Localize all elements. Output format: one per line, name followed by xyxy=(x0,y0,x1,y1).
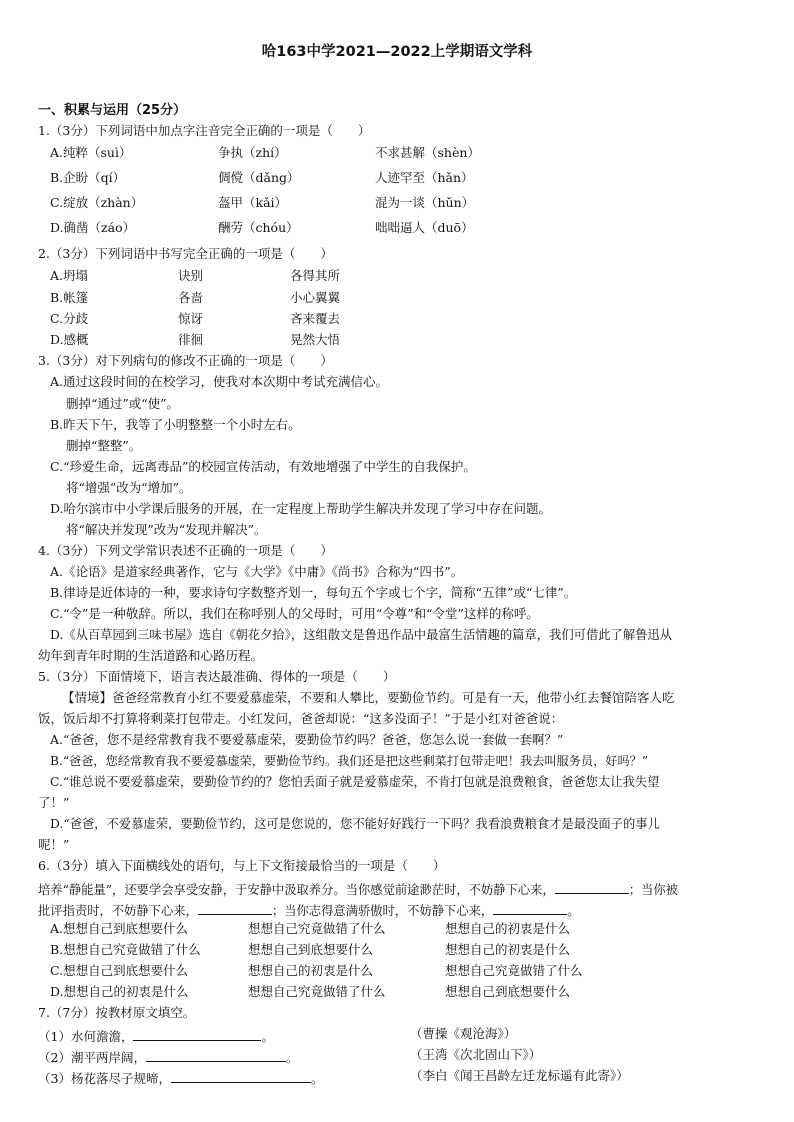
option-a-col1: A.坍塌 xyxy=(50,268,89,283)
option-d-col3: 想想自己到底想要什么 xyxy=(445,984,571,999)
option-c-col2: 惊讶 xyxy=(178,311,204,326)
answer-blank-2[interactable] xyxy=(198,902,272,915)
option-c: C.“令”是一种敬辞。所以，我们在称呼别人的父母时，可用“令尊”和“令堂”这样的称呼。 xyxy=(50,606,539,621)
passage-text: 培养“静能量”，还要学会享受安静，于安静中汲取养分。当你感觉前途渺茫时，不妨静下心来， xyxy=(38,883,555,897)
option-d-col1: D.感概 xyxy=(50,332,89,347)
option-a: A.“爸爸，您不是经常教育我不要爱慕虚荣，要勤俭节约吗？爸爸，您怎么说一套做一套啊？” xyxy=(50,732,564,747)
option-c-col3: 混为一谈（hǔn） xyxy=(375,195,475,210)
fill-item-text: （3）杨花落尽子规啼， xyxy=(38,1071,171,1086)
question-1-stem: 1.（3分）下列词语中加点字注音完全正确的一项是（ ） xyxy=(38,123,371,138)
option-a: A.《论语》是道家经典著作，它与《大学》《中庸》《尚书》合称为“四书”。 xyxy=(50,564,464,579)
option-c-fix: 将“增强”改为“增加”。 xyxy=(66,480,192,495)
question-6-passage-line1 xyxy=(38,881,678,896)
option-a-col2: 想想自己究竟做错了什么 xyxy=(248,921,386,936)
option-b-col2: 想想自己到底想要什么 xyxy=(248,942,374,957)
fill-item-3-source: （李白《闻王昌龄左迁龙标遥有此寄》） xyxy=(410,1068,629,1083)
option-b-col1: B.想想自己究竟做错了什么 xyxy=(50,942,201,957)
option-b: B.昨天下午，我等了小明整整一个小时左右。 xyxy=(50,417,301,432)
question-6-stem: 6.（3分）填入下面横线处的语句，与上下文衔接最恰当的一项是（ ） xyxy=(38,858,446,873)
option-b-col3: 人迹罕至（hǎn） xyxy=(375,170,474,185)
answer-blank-3[interactable] xyxy=(493,902,567,915)
option-a-col3: 想想自己的初衷是什么 xyxy=(445,921,571,936)
fill-item-end: 。 xyxy=(261,1029,274,1044)
answer-blank-1[interactable] xyxy=(555,881,629,894)
option-d-line2: 幼年到青年时期的生活道路和心路历程。 xyxy=(38,648,264,663)
answer-blank[interactable] xyxy=(171,1070,311,1083)
option-c-col3: 吝来覆去 xyxy=(290,311,341,326)
question-2-stem: 2.（3分）下列词语中书写完全正确的一项是（ ） xyxy=(38,246,333,261)
question-7-stem: 7.（7分）按教材原文填空。 xyxy=(38,1005,196,1020)
option-b: B.律诗是近体诗的一种，要求诗句字数整齐划一，每句五个字或七个字，简称“五律”或“七律”。 xyxy=(50,585,577,600)
fill-item-1 xyxy=(38,1028,274,1044)
option-c-col1: C.想想自己到底想要什么 xyxy=(50,963,189,978)
option-a-col2: 争执（zhí） xyxy=(218,145,287,160)
option-b-col2: 各啬 xyxy=(178,290,204,305)
option-a-col1: A.纯粹（suì） xyxy=(50,145,132,160)
option-b-col1: B.帐篷 xyxy=(50,290,89,305)
fill-item-end: 。 xyxy=(285,1050,299,1065)
option-d-col2: 酬劳（chóu） xyxy=(218,220,299,235)
fill-item-1-source: （曹操《观沧海》） xyxy=(410,1026,517,1041)
option-d-fix: 将“解决并发现”改为“发现并解决”。 xyxy=(66,522,267,537)
context-line2: 饭，饭后却不打算将剩菜打包带走。小红发问，爸爸却说：“这多没面子！”于是小红对爸爸说： xyxy=(38,711,564,726)
option-d: D.哈尔滨市中小学课后服务的开展，在一定程度上帮助学生解决并发现了学习中存在问题。 xyxy=(50,501,552,516)
option-c: C.“珍爱生命，远离毒品”的校园宣传活动，有效地增强了中学生的自我保护。 xyxy=(50,459,476,474)
option-d-col2: 徘徊 xyxy=(178,332,204,347)
page-title: 哈163中学2021—2022上学期语文学科 xyxy=(261,44,533,60)
option-b-col2: 倜傥（dǎng） xyxy=(218,170,300,185)
fill-item-3 xyxy=(38,1070,323,1086)
passage-text: ；当你志得意满骄傲时，不妨静下心来， xyxy=(271,904,494,918)
option-b-col3: 想想自己的初衷是什么 xyxy=(445,942,571,957)
question-6-passage-line2 xyxy=(38,902,580,917)
option-c-col3: 想想自己究竟做错了什么 xyxy=(445,963,583,978)
option-a-col3: 各得其所 xyxy=(290,268,341,283)
option-c-col2: 盔甲（kǎi） xyxy=(218,195,288,210)
section-heading: 一、积累与运用（25分） xyxy=(38,103,187,118)
option-c-line2: 了！” xyxy=(38,795,70,810)
fill-item-2 xyxy=(38,1049,298,1065)
option-d-col3: 晃然大悟 xyxy=(290,332,341,347)
question-3-stem: 3.（3分）对下列病句的修改不正确的一项是（ ） xyxy=(38,353,333,368)
question-5-stem: 5.（3分）下面情境下，语言表达最准确、得体的一项是（ ） xyxy=(38,669,396,684)
option-d-col2: 想想自己究竟做错了什么 xyxy=(248,984,386,999)
answer-blank[interactable] xyxy=(133,1028,261,1041)
option-d-line1: D.“爸爸，不爱慕虚荣，要勤俭节约，这可是您说的，您不能好好践行一下吗？我看浪费粮食才是最没面子的事儿 xyxy=(50,817,660,831)
option-b: B.“爸爸，您经常教育我不要爱慕虚荣，要勤俭节约。我们还是把这些剩菜打包带走吧！我去叫服务员，好吗？” xyxy=(50,754,649,768)
answer-blank[interactable] xyxy=(146,1049,286,1062)
option-b-fix: 删掉“整整”。 xyxy=(66,438,142,453)
passage-text: ；当你被 xyxy=(628,883,678,897)
option-b-col1: B.企盼（qí） xyxy=(50,170,126,185)
option-c-col1: C.绽放（zhàn） xyxy=(50,195,144,210)
option-c-col2: 想想自己的初衷是什么 xyxy=(248,963,374,978)
option-d-col3: 咄咄逼人（duō） xyxy=(375,220,474,235)
option-d-line1: D.《从百草园到三味书屋》选自《朝花夕拾》，这组散文是鲁迅作品中最富生活情趣的篇章，我们可借此了解鲁迅从 xyxy=(50,628,673,642)
option-a-col1: A.想想自己到底想要什么 xyxy=(50,921,189,936)
question-4-stem: 4.（3分）下列文学常识表述不正确的一项是（ ） xyxy=(38,543,333,558)
option-b-col3: 小心翼翼 xyxy=(290,290,341,305)
option-c-col1: C.分歧 xyxy=(50,311,89,326)
option-d-col1: D.想想自己的初衷是什么 xyxy=(50,984,189,999)
option-a: A.通过这段时间的在校学习，使我对本次期中考试充满信心。 xyxy=(50,374,389,389)
passage-text: 。 xyxy=(567,904,580,918)
fill-item-2-source: （王湾《次北固山下》） xyxy=(410,1047,542,1062)
fill-item-end: 。 xyxy=(310,1071,324,1086)
option-d-col1: D.确凿（záo） xyxy=(50,220,136,235)
option-c-line1: C.“谁总说不要爱慕虚荣，要勤俭节约的？您怕丢面子就是爱慕虚荣，不肯打包就是浪费粮食，爸爸您太让我失望 xyxy=(50,775,660,789)
passage-text: 批评指责时，不妨静下心来， xyxy=(38,904,198,918)
option-a-col2: 诀别 xyxy=(178,268,204,283)
context-line1: 【情境】爸爸经常教育小红不要爱慕虚荣，不要和人攀比，要勤俭节约。可是有一天，他带小红去餐馆陪客人吃 xyxy=(62,690,675,705)
fill-item-text: （2）潮平两岸阔， xyxy=(38,1050,146,1065)
option-d-line2: 呢！” xyxy=(38,837,70,852)
fill-item-text: （1）水何澹澹， xyxy=(38,1029,134,1044)
option-a-col3: 不求甚解（shèn） xyxy=(375,145,480,160)
option-a-fix: 删掉“通过”或“使”。 xyxy=(66,396,180,411)
